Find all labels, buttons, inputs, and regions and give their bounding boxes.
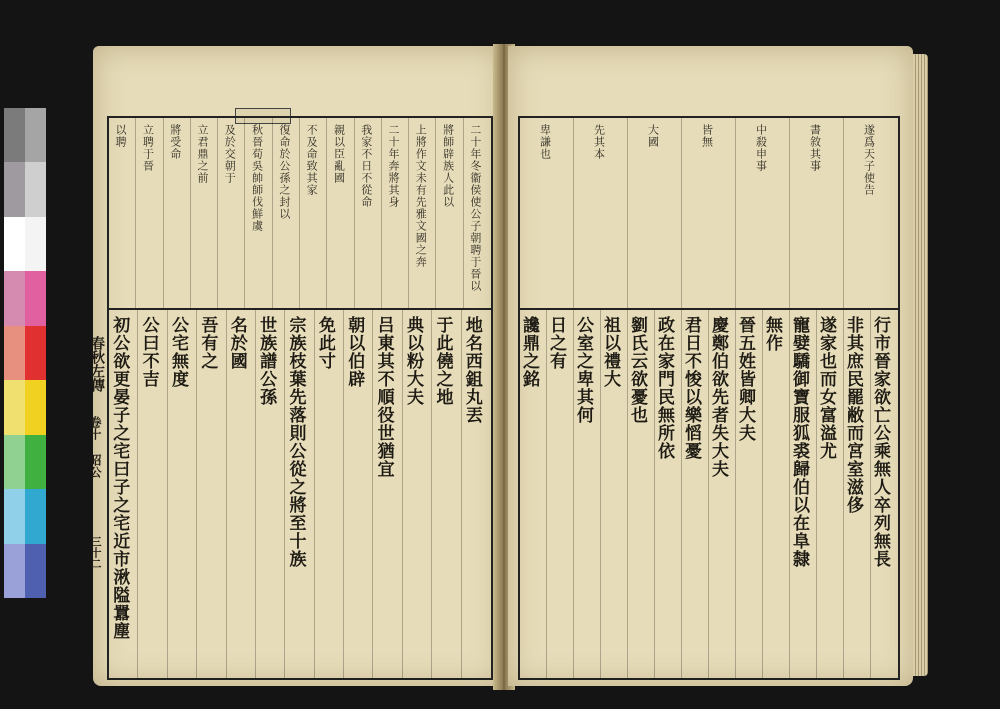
text-column: 世族譜公孫 (256, 316, 277, 406)
color-calibration-bar (4, 108, 46, 598)
column-rule (461, 310, 462, 678)
text-column: 寵嬖驕御寶服狐裘歸伯以在阜隸 (789, 316, 809, 568)
column-rule (354, 118, 355, 308)
text-column: 典以粉大夫 (403, 316, 424, 406)
text-column: 親以臣亂國 (332, 124, 346, 184)
column-rule (314, 310, 315, 678)
right-page (508, 46, 913, 686)
column-rule (135, 118, 136, 308)
text-column: 將受命 (168, 124, 182, 160)
text-column: 名於國 (226, 316, 247, 370)
column-rule (627, 118, 628, 308)
column-rule (244, 118, 245, 308)
text-column: 中殺申事 (754, 124, 768, 172)
column-rule (870, 310, 871, 678)
text-column: 立聘于晉 (141, 124, 155, 172)
text-column: 免此寸 (314, 316, 335, 370)
left-side-subtitle: 卷十 昭公 (88, 416, 102, 478)
text-column: 書敘其事 (808, 124, 822, 172)
column-rule (681, 310, 682, 678)
text-column: 吕東其不順役世猶宜 (373, 316, 394, 478)
text-column: 以聘 (114, 124, 128, 148)
column-rule (843, 118, 844, 308)
text-column: 二十年冬衞侯使公子朝聘于晉以 (468, 124, 482, 292)
text-column: 朝以伯辟 (344, 316, 365, 388)
text-column: 我家不日不從命 (359, 124, 373, 208)
left-page-frame (107, 116, 493, 680)
text-column: 行市晉家欲亡公乘無人卒列無長 (870, 316, 890, 568)
column-rule (343, 310, 344, 678)
column-rule (735, 310, 736, 678)
text-column: 政在家門民無所依 (654, 316, 674, 460)
text-column: 二十年奔將其身 (387, 124, 400, 208)
text-column: 無作 (762, 316, 782, 352)
text-column: 公宅無度 (167, 316, 188, 388)
column-rule (299, 118, 300, 308)
text-column: 讒鼎之銘 (519, 316, 539, 388)
column-rule (708, 310, 709, 678)
column-rule (255, 310, 256, 678)
column-rule (381, 118, 382, 308)
column-rule (284, 310, 285, 678)
column-rule (217, 118, 218, 308)
column-rule (789, 118, 790, 308)
text-column: 秋晉荀吳帥師伐鮮虞 (250, 124, 264, 232)
column-rule (546, 310, 547, 678)
column-rule (463, 118, 464, 308)
column-rule (654, 310, 655, 678)
right-page-frame (518, 116, 900, 680)
column-rule (762, 310, 763, 678)
column-rule (372, 310, 373, 678)
text-column: 宗族枝葉先落則公從之將至十族 (285, 316, 306, 568)
text-column: 吾有之 (197, 316, 218, 370)
text-column: 及於交朝于 (223, 124, 237, 184)
column-rule (600, 310, 601, 678)
text-column: 卑謙也 (538, 124, 552, 160)
column-rule (226, 310, 227, 678)
text-column: 非其庶民罷敝而宮室滋侈 (843, 316, 863, 514)
right-lower-columns (520, 310, 898, 678)
left-upper-columns (109, 118, 491, 308)
column-rule (402, 310, 403, 678)
left-page (88, 46, 503, 686)
left-lower-columns (109, 310, 491, 678)
column-rule (816, 310, 817, 678)
column-rule (789, 310, 790, 678)
column-rule (163, 118, 164, 308)
text-column: 立君鼎之前 (196, 124, 209, 184)
column-rule (272, 118, 273, 308)
column-rule (681, 118, 682, 308)
text-column: 劉氏云欲憂也 (627, 316, 647, 424)
text-column: 將師辟族人此以 (441, 124, 455, 208)
text-column: 君日不悛以樂慆憂 (681, 316, 701, 460)
column-rule (573, 118, 574, 308)
text-column: 皆無 (700, 124, 714, 148)
text-column: 公曰不吉 (138, 316, 159, 388)
text-column: 上將作文未有先雅文國之奔 (414, 124, 428, 268)
column-rule (196, 310, 197, 678)
text-column: 日之有 (546, 316, 566, 370)
text-column: 祖以禮大 (600, 316, 620, 388)
column-rule (167, 310, 168, 678)
column-rule (735, 118, 736, 308)
text-column: 大國 (646, 124, 660, 148)
text-column: 遂家也而女富溢尤 (816, 316, 836, 460)
open-book (88, 36, 928, 696)
text-column: 慶鄭伯欲先者失大夫 (708, 316, 728, 478)
left-side-title: 春秋左傳 (89, 336, 105, 392)
text-column: 初公欲更晏子之宅曰子之宅近市湫隘囂塵 (109, 316, 130, 640)
text-column: 遂爲天子使告 (862, 124, 876, 196)
right-upper-columns (520, 118, 898, 308)
column-rule (627, 310, 628, 678)
text-column: 地名西鉏丸丟 (461, 316, 482, 424)
column-rule (435, 118, 436, 308)
folio-number: 三十二 (89, 536, 102, 569)
column-rule (431, 310, 432, 678)
column-rule (326, 118, 327, 308)
text-column: 晉五姓皆卿大夫 (735, 316, 755, 442)
text-column: 復命於公孫之封以 (277, 124, 291, 220)
column-rule (843, 310, 844, 678)
column-rule (408, 118, 409, 308)
text-column: 公室之卑其何 (573, 316, 593, 424)
text-column: 先其本 (592, 124, 606, 160)
text-column: 不及命致其家 (305, 124, 319, 196)
column-rule (190, 118, 191, 308)
text-column: 于此僥之地 (432, 316, 453, 406)
column-rule (137, 310, 138, 678)
column-rule (573, 310, 574, 678)
